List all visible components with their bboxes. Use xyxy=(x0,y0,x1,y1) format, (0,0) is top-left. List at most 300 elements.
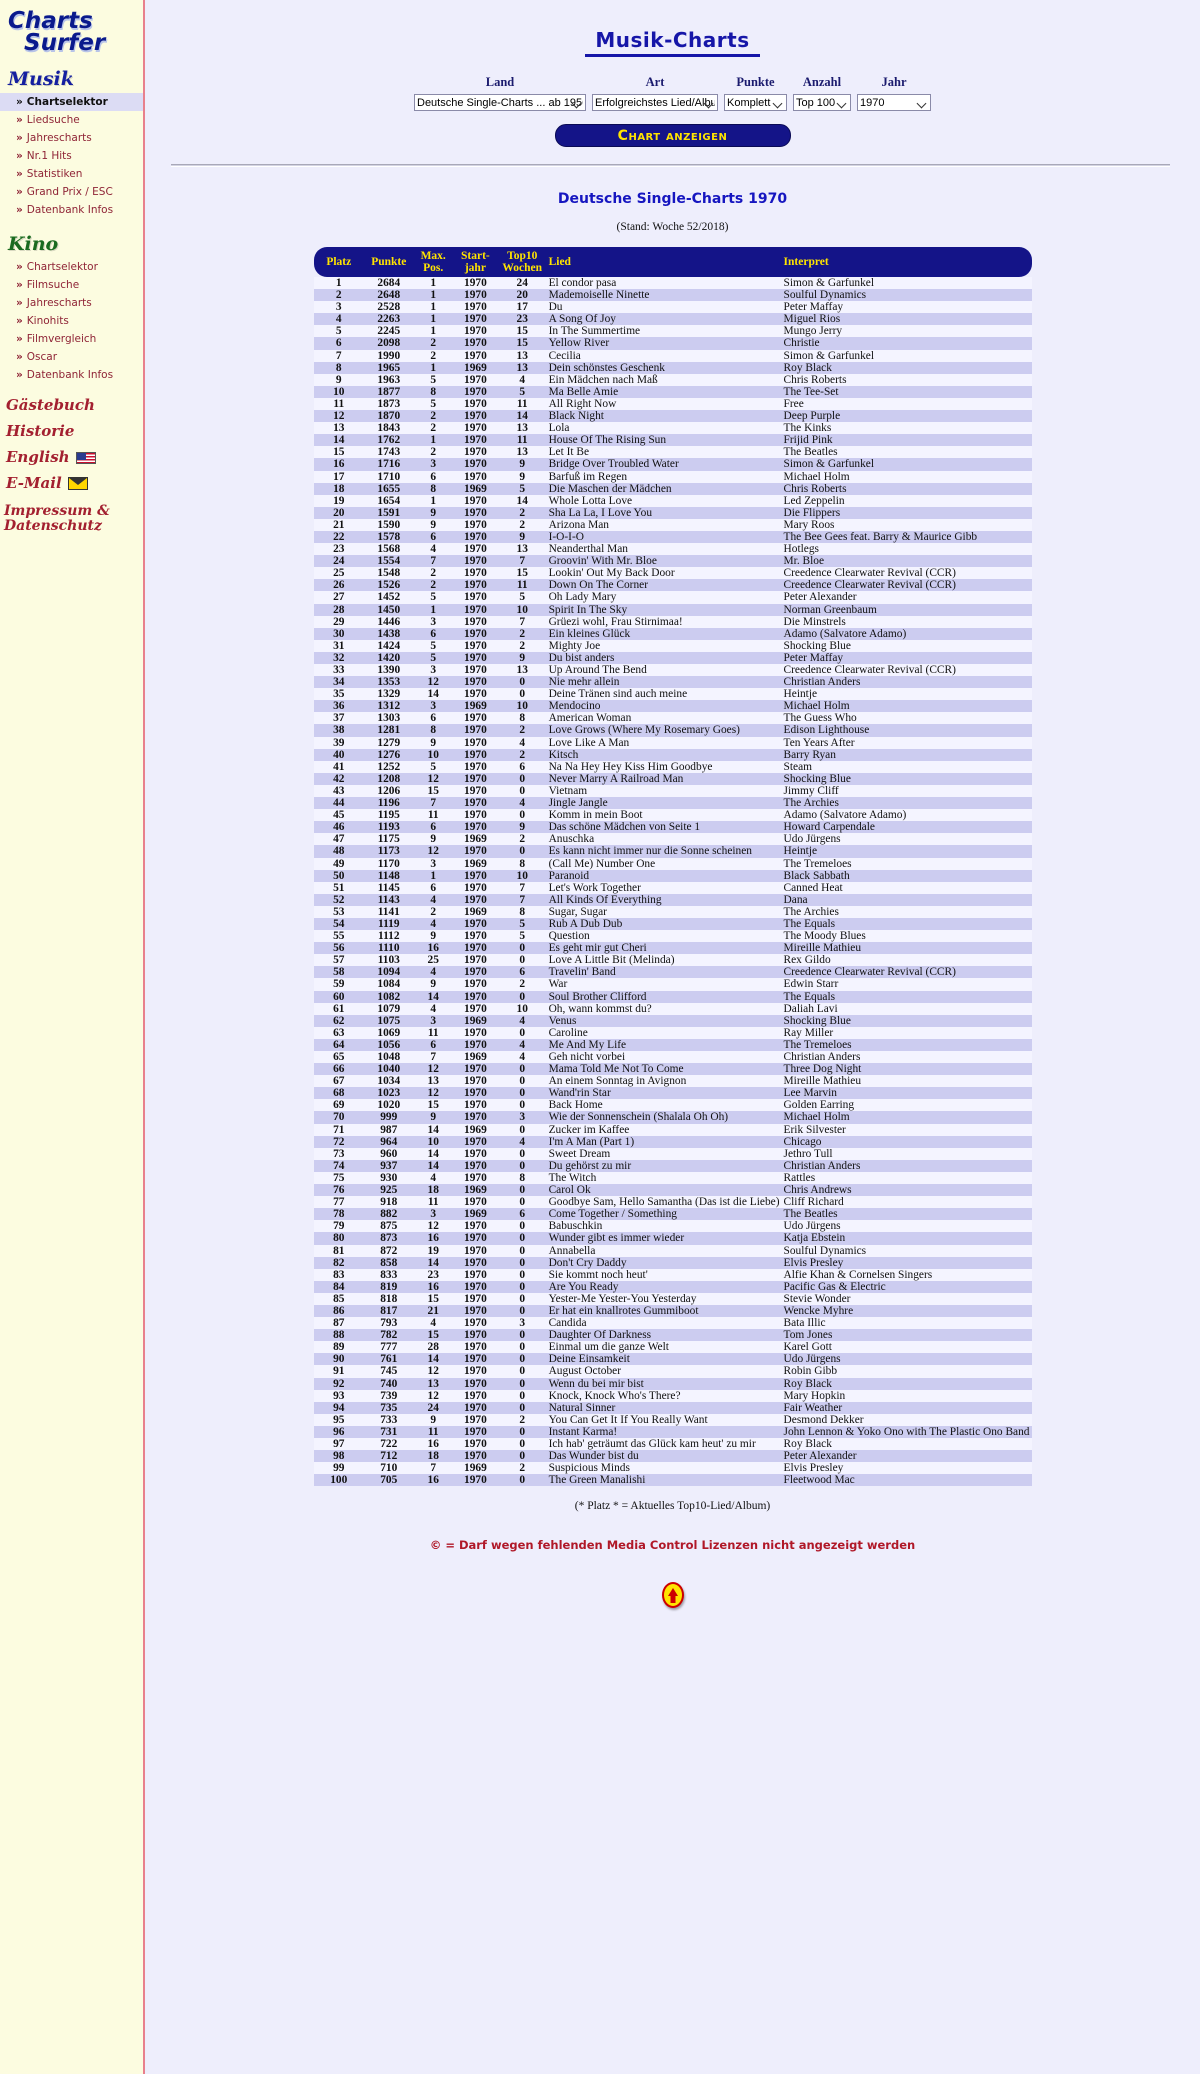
table-row[interactable] xyxy=(314,1111,1032,1123)
table-row[interactable] xyxy=(314,894,1032,906)
table-row[interactable] xyxy=(314,809,1032,821)
table-row[interactable] xyxy=(314,930,1032,942)
cell-lied[interactable]: American Woman xyxy=(548,712,632,725)
table-row[interactable] xyxy=(314,1063,1032,1075)
table-row[interactable] xyxy=(314,616,1032,628)
cell-interpret[interactable]: Mireille Mathieu xyxy=(783,942,862,955)
table-row[interactable] xyxy=(314,882,1032,894)
cell-lied[interactable]: Barfuß im Regen xyxy=(548,470,628,483)
table-row[interactable] xyxy=(314,954,1032,966)
cell-interpret[interactable]: Jimmy Cliff xyxy=(783,784,839,797)
cell-lied[interactable]: Mighty Joe xyxy=(548,639,601,652)
table-row[interactable] xyxy=(314,1148,1032,1160)
cell-interpret[interactable]: Mary Hopkin xyxy=(783,1389,846,1402)
cell-interpret[interactable]: Desmond Dekker xyxy=(783,1413,864,1426)
cell-interpret[interactable]: Rex Gildo xyxy=(783,954,831,967)
cell-interpret[interactable]: Fair Weather xyxy=(783,1401,843,1414)
cell-lied[interactable]: Don't Cry Daddy xyxy=(548,1256,627,1269)
cell-interpret[interactable]: Jethro Tull xyxy=(783,1147,833,1160)
cell-lied[interactable]: Bridge Over Troubled Water xyxy=(548,458,679,471)
cell-lied[interactable]: Groovin' With Mr. Bloe xyxy=(548,555,657,568)
cell-interpret[interactable]: Shocking Blue xyxy=(783,1014,851,1027)
cell-lied[interactable]: I'm A Man (Part 1) xyxy=(548,1135,635,1148)
cell-interpret[interactable]: Roy Black xyxy=(783,1438,832,1450)
cell-lied[interactable]: Knock, Knock Who's There? xyxy=(548,1389,681,1402)
cell-lied[interactable]: Du xyxy=(548,301,563,314)
cell-lied[interactable]: Wenn du bei mir bist xyxy=(548,1377,644,1390)
sidebar-link-email[interactable] xyxy=(0,466,143,492)
cell-lied[interactable]: Du bist anders xyxy=(548,651,615,664)
cell-interpret[interactable]: Creedence Clearwater Revival (CCR) xyxy=(783,664,956,676)
cell-interpret[interactable]: Steam xyxy=(783,760,813,773)
table-row[interactable] xyxy=(314,1196,1032,1208)
table-row[interactable] xyxy=(314,773,1032,785)
table-row[interactable] xyxy=(314,471,1032,483)
table-row[interactable] xyxy=(314,410,1032,422)
table-row[interactable] xyxy=(314,1075,1032,1087)
cell-lied[interactable]: Nie mehr allein xyxy=(548,676,620,689)
cell-lied[interactable]: Let It Be xyxy=(548,446,590,459)
sidebar-item-kino-datenbank-infos[interactable] xyxy=(0,366,143,384)
table-row[interactable] xyxy=(314,833,1032,845)
sidebar-item-kino-kinohits[interactable] xyxy=(0,312,143,330)
cell-interpret[interactable]: The Equals xyxy=(783,990,836,1003)
cell-interpret[interactable]: The Tremeloes xyxy=(783,857,852,870)
table-row[interactable] xyxy=(314,1462,1032,1474)
cell-lied[interactable]: The Witch xyxy=(548,1171,597,1184)
cell-lied[interactable]: Back Home xyxy=(548,1099,603,1112)
table-row[interactable] xyxy=(314,821,1032,833)
table-row[interactable] xyxy=(314,1438,1032,1450)
cell-interpret[interactable]: Edison Lighthouse xyxy=(783,724,870,737)
cell-lied[interactable]: Soul Brother Clifford xyxy=(548,990,647,1003)
cell-lied[interactable]: Geh nicht vorbei xyxy=(548,1051,626,1063)
sidebar-item-kino-chartselektor[interactable] xyxy=(0,258,143,276)
cell-lied[interactable]: Suspicious Minds xyxy=(548,1462,630,1475)
cell-interpret[interactable]: Chris Andrews xyxy=(783,1184,852,1197)
table-row[interactable] xyxy=(314,1450,1032,1462)
cell-interpret[interactable]: Adamo (Salvatore Adamo) xyxy=(783,627,907,640)
table-row[interactable] xyxy=(314,1390,1032,1402)
cell-interpret[interactable]: Chris Roberts xyxy=(783,373,847,386)
table-row[interactable] xyxy=(314,628,1032,640)
table-row[interactable] xyxy=(314,1269,1032,1281)
cell-interpret[interactable]: Barry Ryan xyxy=(783,748,836,761)
cell-lied[interactable]: In The Summertime xyxy=(548,325,641,338)
cell-interpret[interactable]: The Tremeloes xyxy=(783,1038,852,1051)
cell-lied[interactable]: Goodbye Sam, Hello Samantha (Das ist die Liebe) xyxy=(548,1196,780,1209)
table-row[interactable] xyxy=(314,1027,1032,1039)
cell-lied[interactable]: Venus xyxy=(548,1014,577,1027)
table-row[interactable] xyxy=(314,978,1032,990)
cell-lied[interactable]: Ma Belle Amie xyxy=(548,385,619,398)
table-row[interactable] xyxy=(314,1257,1032,1269)
cell-lied[interactable]: August October xyxy=(548,1365,622,1378)
cell-interpret[interactable]: Michael Holm xyxy=(783,470,850,483)
cell-interpret[interactable]: Wencke Myhre xyxy=(783,1304,854,1317)
cell-interpret[interactable]: Christie xyxy=(783,337,820,350)
cell-interpret[interactable]: Frijid Pink xyxy=(783,434,833,447)
table-row[interactable] xyxy=(314,289,1032,301)
table-row[interactable] xyxy=(314,422,1032,434)
cell-lied[interactable]: Natural Sinner xyxy=(548,1401,616,1414)
table-row[interactable] xyxy=(314,1087,1032,1099)
sidebar-item-kino-oscar[interactable] xyxy=(0,348,143,366)
cell-lied[interactable]: Du gehörst zu mir xyxy=(548,1159,632,1172)
table-row[interactable] xyxy=(314,579,1032,591)
cell-interpret[interactable]: Ten Years After xyxy=(783,736,855,749)
cell-lied[interactable]: Rub A Dub Dub xyxy=(548,917,623,930)
cell-lied[interactable]: Ein kleines Glück xyxy=(548,627,631,640)
cell-lied[interactable]: Na Na Hey Hey Kiss Him Goodbye xyxy=(548,760,713,773)
table-row[interactable] xyxy=(314,362,1032,374)
cell-interpret[interactable]: Norman Greenbaum xyxy=(783,603,877,616)
cell-lied[interactable]: Deine Einsamkeit xyxy=(548,1353,630,1366)
cell-lied[interactable]: Love Grows (Where My Rosemary Goes) xyxy=(548,724,740,737)
cell-interpret[interactable]: Udo Jürgens xyxy=(783,1353,841,1366)
cell-interpret[interactable]: The Equals xyxy=(783,917,836,930)
table-row[interactable] xyxy=(314,858,1032,870)
header-interpret[interactable]: Interpret xyxy=(782,247,1032,277)
cell-lied[interactable]: Dein schönstes Geschenk xyxy=(548,361,665,374)
sidebar-item-musik-statistiken[interactable] xyxy=(0,165,143,183)
table-row[interactable] xyxy=(314,1329,1032,1341)
table-row[interactable] xyxy=(314,1003,1032,1015)
cell-interpret[interactable]: Heintje xyxy=(783,845,818,858)
table-row[interactable] xyxy=(314,1172,1032,1184)
cell-interpret[interactable]: Mary Roos xyxy=(783,518,835,531)
select-art[interactable] xyxy=(592,94,718,111)
scroll-to-top-button[interactable] xyxy=(662,1582,684,1608)
table-row[interactable] xyxy=(314,1341,1032,1353)
table-row[interactable] xyxy=(314,1232,1032,1244)
cell-lied[interactable]: Carol Ok xyxy=(548,1184,591,1197)
cell-interpret[interactable]: Mungo Jerry xyxy=(783,325,843,338)
table-row[interactable] xyxy=(314,567,1032,579)
table-row[interactable] xyxy=(314,507,1032,519)
sidebar-link-historie[interactable]: Historie xyxy=(6,422,75,440)
cell-interpret[interactable]: John Lennon & Yoko Ono with The Plastic Ono Band xyxy=(783,1425,1030,1438)
table-row[interactable] xyxy=(314,325,1032,337)
cell-interpret[interactable]: Die Flippers xyxy=(783,506,841,519)
cell-lied[interactable]: Travelin' Band xyxy=(548,966,616,979)
table-row[interactable] xyxy=(314,761,1032,773)
sidebar-link-gaestebuch[interactable]: Gästebuch xyxy=(6,396,95,414)
table-row[interactable] xyxy=(314,1293,1032,1305)
cell-lied[interactable]: Er hat ein knallrotes Gummiboot xyxy=(548,1304,699,1317)
cell-interpret[interactable]: Shocking Blue xyxy=(783,639,851,652)
cell-interpret[interactable]: Free xyxy=(783,397,804,410)
cell-interpret[interactable]: The Moody Blues xyxy=(783,930,866,943)
cell-lied[interactable]: Es kann nicht immer nur die Sonne scheinen xyxy=(548,845,752,858)
cell-interpret[interactable]: Hotlegs xyxy=(783,543,819,556)
cell-interpret[interactable]: Soulful Dynamics xyxy=(783,289,867,302)
table-row[interactable] xyxy=(314,918,1032,930)
cell-lied[interactable]: (Call Me) Number One xyxy=(548,857,656,870)
cell-lied[interactable]: Let's Work Together xyxy=(548,881,641,894)
cell-interpret[interactable]: Shocking Blue xyxy=(783,772,851,785)
cell-interpret[interactable]: Christian Anders xyxy=(783,676,861,689)
cell-interpret[interactable]: Bata Illic xyxy=(783,1317,826,1330)
table-row[interactable] xyxy=(314,749,1032,761)
cell-lied[interactable]: Lookin' Out My Back Door xyxy=(548,567,675,580)
cell-interpret[interactable]: Simon & Garfunkel xyxy=(783,458,875,471)
cell-interpret[interactable]: Howard Carpendale xyxy=(783,821,875,834)
cell-lied[interactable]: Sha La La, I Love You xyxy=(548,506,653,519)
cell-interpret[interactable]: Peter Alexander xyxy=(783,591,857,604)
cell-lied[interactable]: Candida xyxy=(548,1317,587,1330)
sidebar-item-musik-nr1-hits[interactable] xyxy=(0,147,143,165)
cell-lied[interactable]: Black Night xyxy=(548,410,604,423)
cell-lied[interactable]: Neanderthal Man xyxy=(548,543,628,556)
table-row[interactable] xyxy=(314,870,1032,882)
table-row[interactable] xyxy=(314,1281,1032,1293)
table-row[interactable] xyxy=(314,700,1032,712)
table-row[interactable] xyxy=(314,591,1032,603)
site-logo[interactable] xyxy=(0,6,143,54)
cell-interpret[interactable]: The Bee Gees feat. Barry & Maurice Gibb xyxy=(783,530,978,543)
cell-interpret[interactable]: Michael Holm xyxy=(783,1111,850,1124)
cell-lied[interactable]: Mama Told Me Not To Come xyxy=(548,1063,684,1076)
cell-interpret[interactable]: Led Zeppelin xyxy=(783,494,845,507)
table-row[interactable] xyxy=(314,1136,1032,1148)
cell-interpret[interactable]: Karel Gott xyxy=(783,1341,832,1354)
sidebar-item-musik-chartselektor[interactable] xyxy=(0,93,143,111)
cell-lied[interactable]: El condor pasa xyxy=(548,277,617,289)
table-row[interactable] xyxy=(314,350,1032,362)
cell-lied[interactable]: Vietnam xyxy=(548,784,588,797)
cell-lied[interactable]: Kitsch xyxy=(548,748,579,761)
cell-lied[interactable]: Daughter Of Darkness xyxy=(548,1329,652,1342)
table-row[interactable] xyxy=(314,1402,1032,1414)
cell-interpret[interactable]: Soulful Dynamics xyxy=(783,1244,867,1257)
cell-interpret[interactable]: The Tee-Set xyxy=(783,385,839,398)
cell-interpret[interactable]: Cliff Richard xyxy=(783,1196,844,1209)
cell-lied[interactable]: Zucker im Kaffee xyxy=(548,1123,630,1136)
cell-lied[interactable]: Arizona Man xyxy=(548,518,609,531)
cell-lied[interactable]: Mademoiselle Ninette xyxy=(548,289,650,302)
table-row[interactable] xyxy=(314,531,1032,543)
cell-interpret[interactable]: Die Minstrels xyxy=(783,615,846,628)
cell-lied[interactable]: The Green Manalishi xyxy=(548,1474,646,1487)
table-row[interactable] xyxy=(314,1220,1032,1232)
cell-interpret[interactable]: Peter Maffay xyxy=(783,651,844,664)
cell-lied[interactable]: Ich hab' geträumt das Glück kam heut' zu mir xyxy=(548,1438,756,1450)
cell-interpret[interactable]: Roy Black xyxy=(783,361,832,374)
cell-interpret[interactable]: The Beatles xyxy=(783,1208,838,1221)
cell-lied[interactable]: Ein Mädchen nach Maß xyxy=(548,373,658,386)
table-row[interactable] xyxy=(314,652,1032,664)
sidebar-item-musik-jahrescharts[interactable] xyxy=(0,129,143,147)
select-anzahl[interactable] xyxy=(793,94,851,111)
cell-lied[interactable]: Lola xyxy=(548,422,570,435)
table-row[interactable] xyxy=(314,519,1032,531)
cell-lied[interactable]: Anuschka xyxy=(548,833,595,846)
cell-lied[interactable]: Wie der Sonnenschein (Shalala Oh Oh) xyxy=(548,1111,729,1124)
cell-lied[interactable]: Wand'rin Star xyxy=(548,1087,611,1100)
table-row[interactable] xyxy=(314,1039,1032,1051)
table-row[interactable] xyxy=(314,1317,1032,1329)
cell-interpret[interactable]: Three Dog Night xyxy=(783,1063,862,1076)
cell-interpret[interactable]: Daliah Lavi xyxy=(783,1002,838,1015)
select-land[interactable] xyxy=(414,94,586,111)
table-row[interactable] xyxy=(314,688,1032,700)
table-row[interactable] xyxy=(314,374,1032,386)
cell-lied[interactable]: Me And My Life xyxy=(548,1038,627,1051)
cell-interpret[interactable]: Rattles xyxy=(783,1171,816,1184)
table-row[interactable] xyxy=(314,543,1032,555)
sidebar-item-kino-filmvergleich[interactable] xyxy=(0,330,143,348)
cell-interpret[interactable]: Fleetwood Mac xyxy=(783,1474,855,1487)
table-row[interactable] xyxy=(314,1378,1032,1390)
cell-lied[interactable]: Mendocino xyxy=(548,700,601,713)
show-chart-button[interactable]: Chart anzeigen xyxy=(555,124,791,147)
cell-interpret[interactable]: The Archies xyxy=(783,797,839,810)
table-row[interactable] xyxy=(314,785,1032,797)
cell-interpret[interactable]: Michael Holm xyxy=(783,700,850,713)
cell-lied[interactable]: All Kinds Of Everything xyxy=(548,893,662,906)
table-row[interactable] xyxy=(314,845,1032,857)
select-jahr[interactable] xyxy=(857,94,931,111)
table-row[interactable] xyxy=(314,555,1032,567)
cell-lied[interactable]: Oh Lady Mary xyxy=(548,591,617,604)
table-row[interactable] xyxy=(314,1208,1032,1220)
cell-lied[interactable]: Jingle Jangle xyxy=(548,797,608,810)
table-row[interactable] xyxy=(314,1474,1032,1486)
table-row[interactable] xyxy=(314,483,1032,495)
cell-interpret[interactable]: Ray Miller xyxy=(783,1026,834,1039)
table-row[interactable] xyxy=(314,966,1032,978)
cell-lied[interactable]: House Of The Rising Sun xyxy=(548,434,667,447)
table-row[interactable] xyxy=(314,1245,1032,1257)
cell-interpret[interactable]: Alfie Khan & Cornelsen Singers xyxy=(783,1268,933,1281)
cell-lied[interactable]: You Can Get It If You Really Want xyxy=(548,1413,708,1426)
table-row[interactable] xyxy=(314,434,1032,446)
cell-lied[interactable]: Caroline xyxy=(548,1026,588,1039)
sidebar-item-musik-grand-prix-esc[interactable] xyxy=(0,183,143,201)
header-platz[interactable]: Platz xyxy=(314,247,365,277)
table-row[interactable] xyxy=(314,640,1032,652)
table-row[interactable] xyxy=(314,712,1032,724)
table-row[interactable] xyxy=(314,737,1032,749)
table-row[interactable] xyxy=(314,1365,1032,1377)
cell-interpret[interactable]: Creedence Clearwater Revival (CCR) xyxy=(783,579,956,592)
cell-lied[interactable]: Up Around The Bend xyxy=(548,664,647,676)
table-row[interactable] xyxy=(314,1160,1032,1172)
cell-lied[interactable]: War xyxy=(548,978,568,991)
table-row[interactable] xyxy=(314,1414,1032,1426)
cell-lied[interactable]: Das Wunder bist du xyxy=(548,1450,639,1463)
cell-interpret[interactable]: Pacific Gas & Electric xyxy=(783,1280,886,1293)
sidebar-item-kino-jahrescharts[interactable] xyxy=(0,294,143,312)
table-row[interactable] xyxy=(314,1184,1032,1196)
header-punkte[interactable]: Punkte xyxy=(364,247,413,277)
table-row[interactable] xyxy=(314,604,1032,616)
table-row[interactable] xyxy=(314,1426,1032,1438)
cell-lied[interactable]: Love Like A Man xyxy=(548,736,630,749)
cell-interpret[interactable]: Edwin Starr xyxy=(783,978,839,991)
cell-interpret[interactable]: Peter Alexander xyxy=(783,1450,857,1463)
cell-lied[interactable]: Deine Tränen sind auch meine xyxy=(548,688,688,701)
cell-interpret[interactable]: Simon & Garfunkel xyxy=(783,277,875,289)
cell-lied[interactable]: Yellow River xyxy=(548,337,610,350)
cell-lied[interactable]: Wunder gibt es immer wieder xyxy=(548,1232,685,1245)
table-row[interactable] xyxy=(314,1305,1032,1317)
cell-interpret[interactable]: Chris Roberts xyxy=(783,482,847,495)
table-row[interactable] xyxy=(314,906,1032,918)
cell-interpret[interactable]: Tom Jones xyxy=(783,1329,833,1342)
cell-interpret[interactable]: The Guess Who xyxy=(783,712,857,725)
sidebar-item-musik-datenbank-infos[interactable] xyxy=(0,201,143,219)
sidebar-link-impressum[interactable] xyxy=(0,492,143,534)
cell-lied[interactable]: Annabella xyxy=(548,1244,596,1257)
header-max-pos[interactable] xyxy=(413,247,452,277)
cell-lied[interactable]: Are You Ready xyxy=(548,1280,619,1293)
cell-interpret[interactable]: Heintje xyxy=(783,688,818,701)
cell-lied[interactable]: Never Marry A Railroad Man xyxy=(548,772,684,785)
cell-interpret[interactable]: Robin Gibb xyxy=(783,1365,838,1378)
table-row[interactable] xyxy=(314,398,1032,410)
header-lied[interactable]: Lied xyxy=(547,247,782,277)
cell-interpret[interactable]: Stevie Wonder xyxy=(783,1292,851,1305)
cell-lied[interactable]: Das schöne Mädchen von Seite 1 xyxy=(548,821,701,834)
table-row[interactable] xyxy=(314,676,1032,688)
cell-interpret[interactable]: Mr. Bloe xyxy=(783,555,825,568)
cell-lied[interactable]: Es geht mir gut Cheri xyxy=(548,942,647,955)
table-row[interactable] xyxy=(314,446,1032,458)
table-row[interactable] xyxy=(314,1099,1032,1111)
table-row[interactable] xyxy=(314,458,1032,470)
cell-interpret[interactable]: Golden Earring xyxy=(783,1099,855,1112)
table-row[interactable] xyxy=(314,495,1032,507)
cell-lied[interactable]: Oh, wann kommst du? xyxy=(548,1002,652,1015)
cell-interpret[interactable]: Katja Ebstein xyxy=(783,1232,846,1245)
cell-lied[interactable]: Paranoid xyxy=(548,869,590,882)
cell-lied[interactable]: Die Maschen der Mädchen xyxy=(548,482,672,495)
cell-lied[interactable]: I-O-I-O xyxy=(548,530,584,543)
cell-interpret[interactable]: Christian Anders xyxy=(783,1051,861,1063)
cell-interpret[interactable]: Udo Jürgens xyxy=(783,1220,841,1233)
cell-lied[interactable]: Instant Karma! xyxy=(548,1425,618,1438)
cell-interpret[interactable]: The Archies xyxy=(783,905,839,918)
cell-interpret[interactable]: Creedence Clearwater Revival (CCR) xyxy=(783,966,956,979)
cell-lied[interactable]: Spirit In The Sky xyxy=(548,603,628,616)
cell-interpret[interactable]: The Kinks xyxy=(783,422,832,435)
cell-interpret[interactable]: Deep Purple xyxy=(783,410,841,423)
cell-interpret[interactable]: Erik Silvester xyxy=(783,1123,846,1136)
cell-lied[interactable]: Cecilia xyxy=(548,349,581,362)
cell-interpret[interactable]: Udo Jürgens xyxy=(783,833,841,846)
sidebar-item-kino-filmsuche[interactable] xyxy=(0,276,143,294)
cell-lied[interactable]: Komm in mein Boot xyxy=(548,809,643,822)
cell-lied[interactable]: Yester-Me Yester-You Yesterday xyxy=(548,1292,697,1305)
select-punkte[interactable] xyxy=(724,94,787,111)
header-top10-wochen[interactable] xyxy=(498,247,547,277)
table-row[interactable] xyxy=(314,1051,1032,1063)
sidebar-link-english[interactable] xyxy=(0,440,143,466)
cell-lied[interactable]: Sweet Dream xyxy=(548,1147,611,1160)
cell-lied[interactable]: Down On The Corner xyxy=(548,579,649,592)
cell-interpret[interactable]: Christian Anders xyxy=(783,1159,861,1172)
cell-lied[interactable]: A Song Of Joy xyxy=(548,313,616,326)
table-row[interactable] xyxy=(314,386,1032,398)
cell-lied[interactable]: Einmal um die ganze Welt xyxy=(548,1341,669,1354)
table-row[interactable] xyxy=(314,1015,1032,1027)
table-row[interactable] xyxy=(314,337,1032,349)
cell-interpret[interactable]: Peter Maffay xyxy=(783,301,844,314)
cell-lied[interactable]: Question xyxy=(548,930,590,943)
cell-interpret[interactable]: Adamo (Salvatore Adamo) xyxy=(783,809,907,822)
